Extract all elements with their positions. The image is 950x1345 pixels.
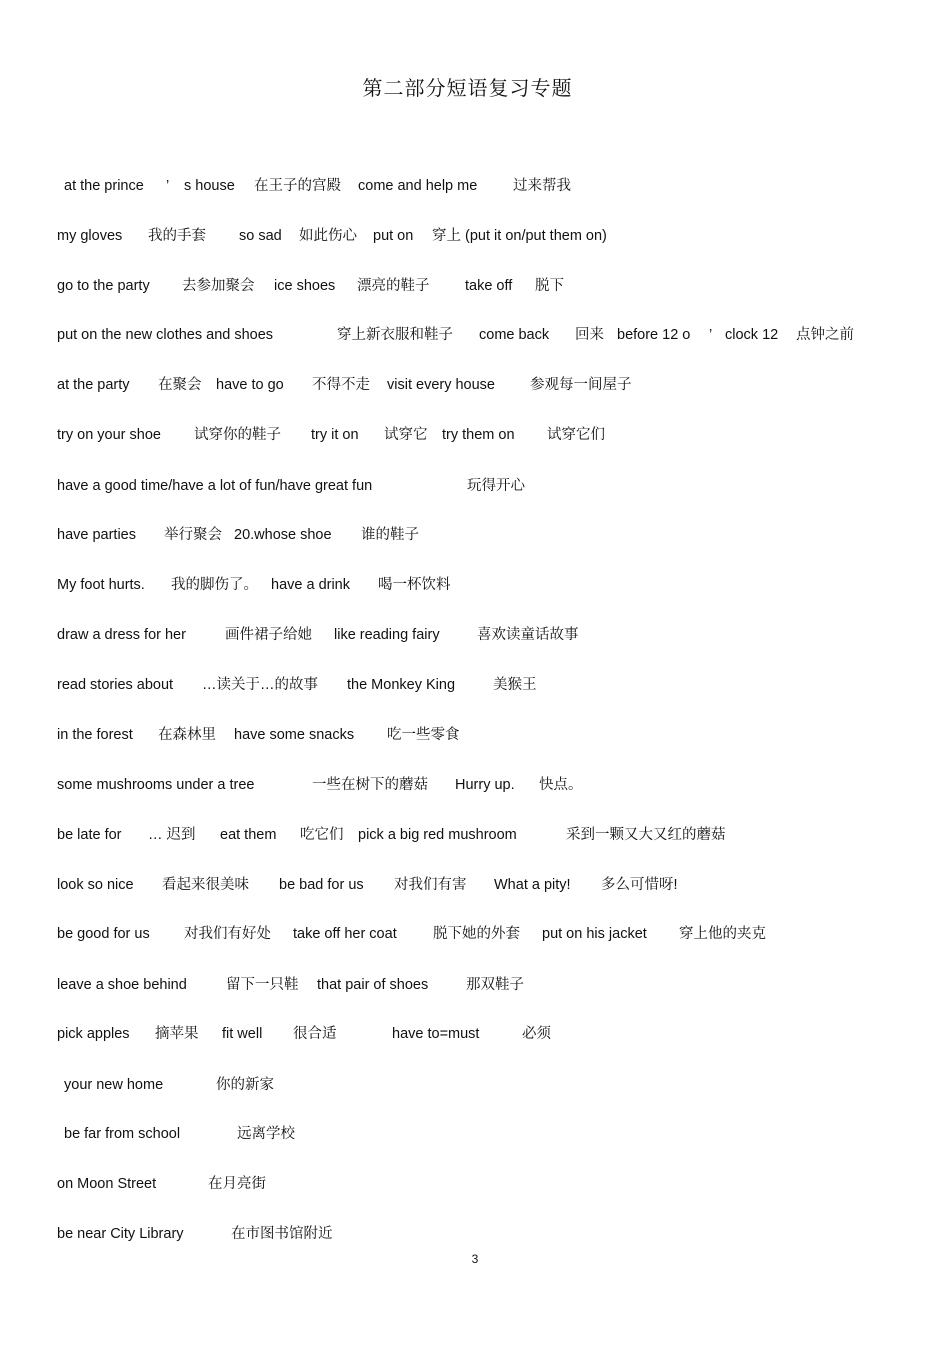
phrase-line	[0, 725, 930, 745]
phrase-english: in the forest	[57, 727, 133, 743]
phrase-translation: 过来帮我	[513, 178, 571, 194]
phrase-translation: 喝一杯饮料	[378, 577, 451, 593]
phrase-translation: 脱下她的外套	[433, 926, 520, 942]
phrase-translation: 看起来很美味	[162, 877, 249, 893]
phrase-english: the Monkey King	[347, 677, 456, 693]
phrase-translation: …读关于…的故事	[202, 677, 318, 693]
phrase-english: have to=must	[392, 1026, 480, 1042]
phrase-line	[0, 1224, 930, 1244]
phrase-english: before 12 o	[617, 327, 691, 343]
phrase-translation: 画件裙子给她	[225, 627, 312, 643]
phrase-english: your new home	[64, 1077, 164, 1093]
phrase-english: eat them	[220, 827, 277, 843]
phrase-translation: 去参加聚会	[182, 278, 255, 294]
phrase-english: pick a big red mushroom	[358, 827, 517, 843]
phrase-english: be late for	[57, 827, 122, 843]
phrase-translation: 吃它们	[300, 827, 344, 843]
phrase-translation: 在市图书馆附近	[231, 1226, 333, 1242]
phrase-english: have to go	[216, 377, 284, 393]
phrase-line	[0, 1174, 930, 1194]
phrase-translation: 我的脚伤了。	[171, 577, 258, 593]
phrase-line	[0, 825, 930, 845]
phrase-english: read stories about	[57, 677, 174, 693]
phrase-english: draw a dress for her	[57, 627, 186, 643]
phrase-english: be far from school	[64, 1126, 181, 1142]
phrase-translation: 试穿你的鞋子	[194, 427, 281, 443]
phrase-translation: 你的新家	[216, 1077, 274, 1093]
phrase-translation: 点钟之前	[796, 327, 854, 343]
phrase-translation: 快点。	[539, 777, 583, 793]
phrase-translation: 举行聚会	[164, 527, 222, 543]
phrase-english: take off her coat	[293, 926, 397, 942]
phrase-english: pick apples	[57, 1026, 130, 1042]
phrase-translation: … 迟到	[148, 827, 196, 843]
phrase-line	[0, 276, 930, 296]
phrase-translation: 对我们有害	[394, 877, 467, 893]
phrase-translation: 那双鞋子	[466, 977, 524, 993]
phrase-line	[0, 226, 930, 246]
phrase-translation: 在森林里	[158, 727, 216, 743]
phrase-translation: 我的手套	[148, 228, 206, 244]
phrase-english: have parties	[57, 527, 136, 543]
phrase-translation: 漂亮的鞋子	[357, 278, 430, 294]
phrase-english: be bad for us	[279, 877, 364, 893]
phrase-english: go to the party	[57, 278, 150, 294]
phrase-english: fit well	[222, 1026, 263, 1042]
phrase-translation: 脱下	[535, 278, 564, 294]
phrase-english: Hurry up.	[455, 777, 515, 793]
phrase-translation: 试穿它	[384, 427, 428, 443]
phrase-english: try it on	[311, 427, 359, 443]
phrase-translation: 摘苹果	[155, 1026, 199, 1042]
phrase-english: have a drink	[271, 577, 350, 593]
phrase-translation: 必须	[522, 1026, 551, 1042]
phrase-english: visit every house	[387, 377, 495, 393]
phrase-english: What a pity!	[494, 877, 571, 893]
phrase-translation: 留下一只鞋	[226, 977, 299, 993]
phrase-english: be near City Library	[57, 1226, 184, 1242]
phrase-english: at the party	[57, 377, 130, 393]
phrase-english: put on	[373, 228, 414, 244]
phrase-english: My foot hurts.	[57, 577, 145, 593]
phrase-translation: 参观每一间屋子	[530, 377, 632, 393]
phrase-english: at the prince	[64, 178, 144, 194]
phrase-english: leave a shoe behind	[57, 977, 187, 993]
phrase-translation: 多么可惜呀!	[601, 877, 678, 893]
phrase-translation: 穿上 (put it on/put them on)	[432, 228, 607, 244]
phrase-english: come back	[479, 327, 550, 343]
phrase-translation: 在月亮街	[208, 1176, 266, 1192]
phrase-translation: 回来	[575, 327, 604, 343]
phrase-english: like reading fairy	[334, 627, 440, 643]
phrase-english: look so nice	[57, 877, 134, 893]
phrase-translation: 远离学校	[237, 1126, 295, 1142]
phrase-line	[0, 975, 930, 995]
phrase-line	[0, 625, 930, 645]
phrase-line	[0, 675, 930, 695]
phrase-translation: 在聚会	[158, 377, 202, 393]
phrase-translation: 喜欢读童话故事	[477, 627, 579, 643]
phrase-english: have a good time/have a lot of fun/have great fun	[57, 478, 373, 494]
phrase-translation: 如此伤心	[299, 228, 357, 244]
page-title: 第二部分短语复习专题	[362, 76, 573, 100]
phrase-translation: 在王子的宫殿	[254, 178, 341, 194]
phrase-line	[0, 476, 930, 496]
phrase-translation: 对我们有好处	[184, 926, 271, 942]
phrase-translation: 试穿它们	[547, 427, 605, 443]
phrase-line	[0, 775, 930, 795]
phrase-translation: 谁的鞋子	[361, 527, 419, 543]
phrase-english: ’	[709, 327, 713, 343]
phrase-english: take off	[465, 278, 513, 294]
phrase-english: on Moon Street	[57, 1176, 157, 1192]
phrase-english: s house	[184, 178, 235, 194]
phrase-line	[0, 924, 930, 944]
phrase-line	[0, 1024, 930, 1044]
phrase-english: ’	[166, 178, 170, 194]
phrase-english: come and help me	[358, 178, 478, 194]
phrase-english: have some snacks	[234, 727, 355, 743]
phrase-line	[0, 375, 930, 395]
phrase-line	[0, 325, 930, 345]
phrase-translation: 不得不走	[312, 377, 370, 393]
phrase-english: put on his jacket	[542, 926, 647, 942]
phrase-english: clock 12	[725, 327, 779, 343]
phrase-english: ice shoes	[274, 278, 336, 294]
phrase-english: try on your shoe	[57, 427, 161, 443]
phrase-translation: 美猴王	[493, 677, 537, 693]
phrase-translation: 穿上新衣服和鞋子	[337, 327, 453, 343]
phrase-translation: 采到一颗又大又红的蘑菇	[566, 827, 726, 843]
phrase-translation: 吃一些零食	[387, 727, 460, 743]
phrase-line	[0, 176, 930, 196]
phrase-english: so sad	[239, 228, 282, 244]
page-number: 3	[471, 1252, 479, 1266]
phrase-english: my gloves	[57, 228, 123, 244]
phrase-english: 20.whose shoe	[234, 527, 332, 543]
phrase-line	[0, 1075, 930, 1095]
phrase-translation: 很合适	[293, 1026, 337, 1042]
phrase-translation: 一些在树下的蘑菇	[312, 777, 428, 793]
phrase-line	[0, 425, 930, 445]
phrase-english: some mushrooms under a tree	[57, 777, 255, 793]
phrase-english: be good for us	[57, 926, 150, 942]
phrase-translation: 玩得开心	[467, 478, 525, 494]
phrase-line	[0, 525, 930, 545]
phrase-english: try them on	[442, 427, 515, 443]
phrase-line	[0, 575, 930, 595]
phrase-line	[0, 1124, 930, 1144]
phrase-translation: 穿上他的夹克	[679, 926, 766, 942]
phrase-english: put on the new clothes and shoes	[57, 327, 274, 343]
phrase-line	[0, 875, 930, 895]
phrase-english: that pair of shoes	[317, 977, 429, 993]
